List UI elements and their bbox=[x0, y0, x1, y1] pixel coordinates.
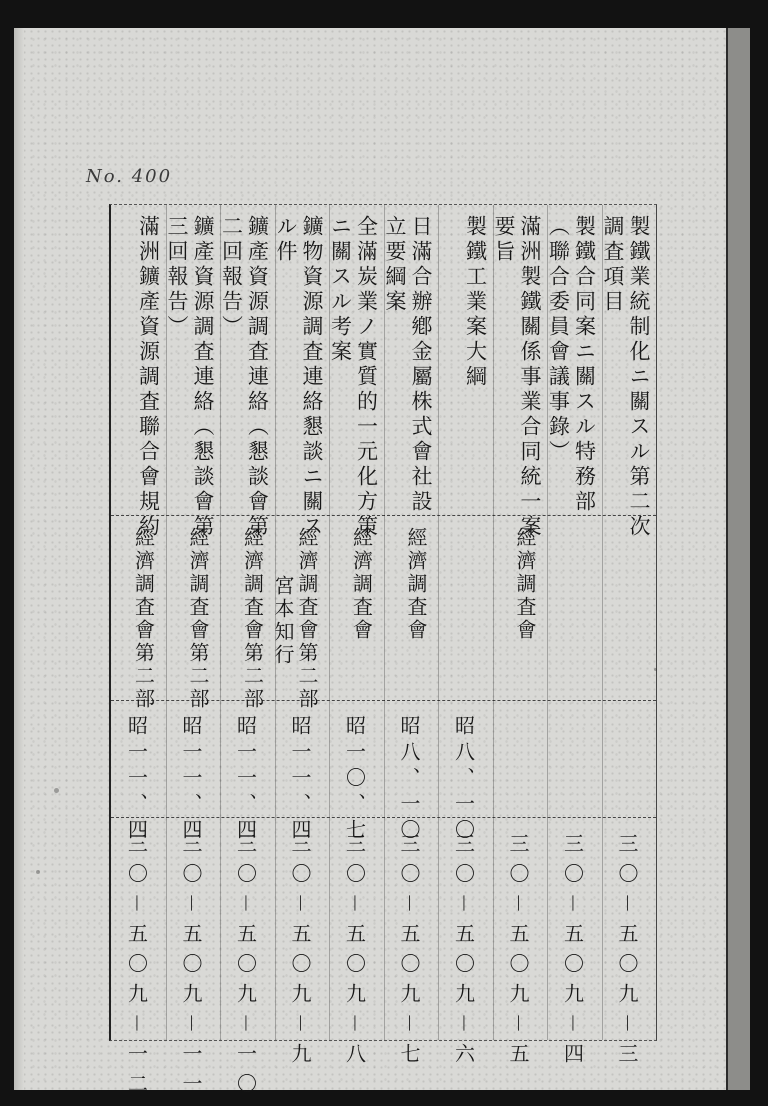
stain-mark bbox=[654, 668, 657, 671]
row-title bbox=[164, 215, 216, 540]
row-title bbox=[328, 215, 380, 540]
title-line: 立要綱案 bbox=[383, 215, 407, 315]
title-line: 全滿炭業ノ實質的一元化方策 bbox=[354, 215, 379, 540]
row-date: 昭一一、四 bbox=[124, 715, 149, 845]
handwritten-number: No. 400 bbox=[86, 166, 173, 187]
row-separator bbox=[166, 205, 167, 1040]
title-line: 製鐵合同案ニ關スル特務部 bbox=[572, 215, 597, 515]
document-page bbox=[14, 28, 726, 1103]
table-row bbox=[165, 205, 221, 1103]
row-number: 三〇－五〇九－四 bbox=[560, 833, 585, 1073]
row-date: 昭八、一〇 bbox=[451, 715, 476, 845]
row-number: 三〇－五〇九－一〇 bbox=[233, 833, 258, 1103]
table-row bbox=[601, 205, 657, 1073]
row-number: 三〇－五〇九－七 bbox=[397, 833, 421, 1073]
table-row bbox=[438, 205, 493, 1073]
title-line: 三回報告） bbox=[165, 215, 189, 340]
row-separator bbox=[547, 205, 548, 1040]
table-row bbox=[383, 205, 439, 1073]
title-line: 二回報告） bbox=[219, 215, 244, 340]
agency-line: 經濟調査會第二部 bbox=[186, 527, 210, 711]
row-title bbox=[382, 215, 434, 515]
table-row bbox=[219, 205, 275, 1103]
row-title bbox=[273, 215, 325, 540]
row-title bbox=[136, 215, 162, 540]
title-line: 要旨 bbox=[492, 215, 516, 265]
page-edge bbox=[14, 28, 24, 1090]
row-number: 三〇－五〇九－六 bbox=[451, 833, 476, 1073]
title-line: 滿洲製鐵關係事業合同統一案 bbox=[518, 215, 542, 540]
row-separator bbox=[493, 205, 494, 1040]
row-agency bbox=[241, 527, 265, 711]
book-binding bbox=[726, 28, 750, 1090]
row-title bbox=[219, 215, 271, 540]
table-row bbox=[492, 205, 548, 1073]
agency-line: 經濟調査會 bbox=[404, 527, 428, 642]
row-date: 昭一〇、七 bbox=[342, 715, 367, 845]
row-separator bbox=[438, 205, 439, 1040]
row-date: 昭一一、四 bbox=[288, 715, 312, 845]
title-line: 製鐵工業案大綱 bbox=[463, 215, 488, 390]
row-title bbox=[600, 215, 652, 540]
stain-mark bbox=[54, 788, 59, 793]
table-row bbox=[328, 205, 384, 1073]
row-number: 三〇－五〇九－五 bbox=[506, 833, 530, 1073]
title-line: 日滿合辦鄕金屬株式會社設 bbox=[409, 215, 433, 515]
row-agency bbox=[271, 527, 319, 711]
row-separator bbox=[329, 205, 330, 1040]
row-separator bbox=[602, 205, 603, 1040]
row-number: 三〇－五〇九－九 bbox=[288, 833, 312, 1073]
row-separator bbox=[275, 205, 276, 1040]
row-date: 昭一一、四 bbox=[179, 715, 203, 845]
title-line: （聯合委員會議事錄） bbox=[546, 215, 571, 465]
table-row bbox=[111, 205, 166, 1103]
row-agency bbox=[404, 527, 428, 642]
title-line: ニ關スル考案 bbox=[328, 215, 353, 365]
title-line: 鑛物資源調査連絡懇談ニ關ス bbox=[300, 215, 324, 540]
row-agency bbox=[186, 527, 210, 711]
agency-line: 宮本知行 bbox=[271, 575, 295, 667]
agency-line: 經濟調査會第二部 bbox=[295, 527, 319, 711]
agency-line: 經濟調査會第二部 bbox=[131, 527, 156, 711]
row-agency bbox=[132, 527, 156, 711]
agency-line: 經濟調査會第二部 bbox=[240, 527, 265, 711]
title-line: 調査項目 bbox=[601, 215, 625, 315]
row-agency bbox=[350, 527, 374, 642]
agency-line: 經濟調査會 bbox=[513, 527, 537, 642]
row-date: 昭八、一〇 bbox=[397, 715, 421, 845]
row-number: 三〇－五〇九－一二 bbox=[124, 833, 149, 1103]
table-row bbox=[546, 205, 602, 1073]
title-line: ル件 bbox=[274, 215, 298, 265]
stain-mark bbox=[36, 870, 40, 874]
agency-line: 經濟調査會 bbox=[349, 527, 374, 642]
title-line: 滿洲鑛產資源調査聯合會規約 bbox=[136, 215, 161, 540]
row-title bbox=[546, 215, 598, 515]
row-number: 三〇－五〇九－八 bbox=[342, 833, 367, 1073]
row-separator bbox=[220, 205, 221, 1040]
row-title bbox=[463, 215, 489, 390]
table-row bbox=[271, 205, 330, 1073]
title-line: 鑛產資源調査連絡（懇談會第 bbox=[245, 215, 270, 540]
title-line: 製鐵業統制化ニ關スル第二次 bbox=[627, 215, 651, 540]
catalog-table bbox=[109, 204, 657, 1103]
row-number: 三〇－五〇九－一一 bbox=[179, 833, 203, 1103]
row-title bbox=[491, 215, 543, 540]
row-date: 昭一一、四 bbox=[233, 715, 258, 845]
title-line: 鑛產資源調査連絡（懇談會第 bbox=[191, 215, 215, 540]
row-agency bbox=[513, 527, 537, 642]
row-number: 三〇－五〇九－三 bbox=[615, 833, 639, 1073]
row-separator bbox=[384, 205, 385, 1040]
